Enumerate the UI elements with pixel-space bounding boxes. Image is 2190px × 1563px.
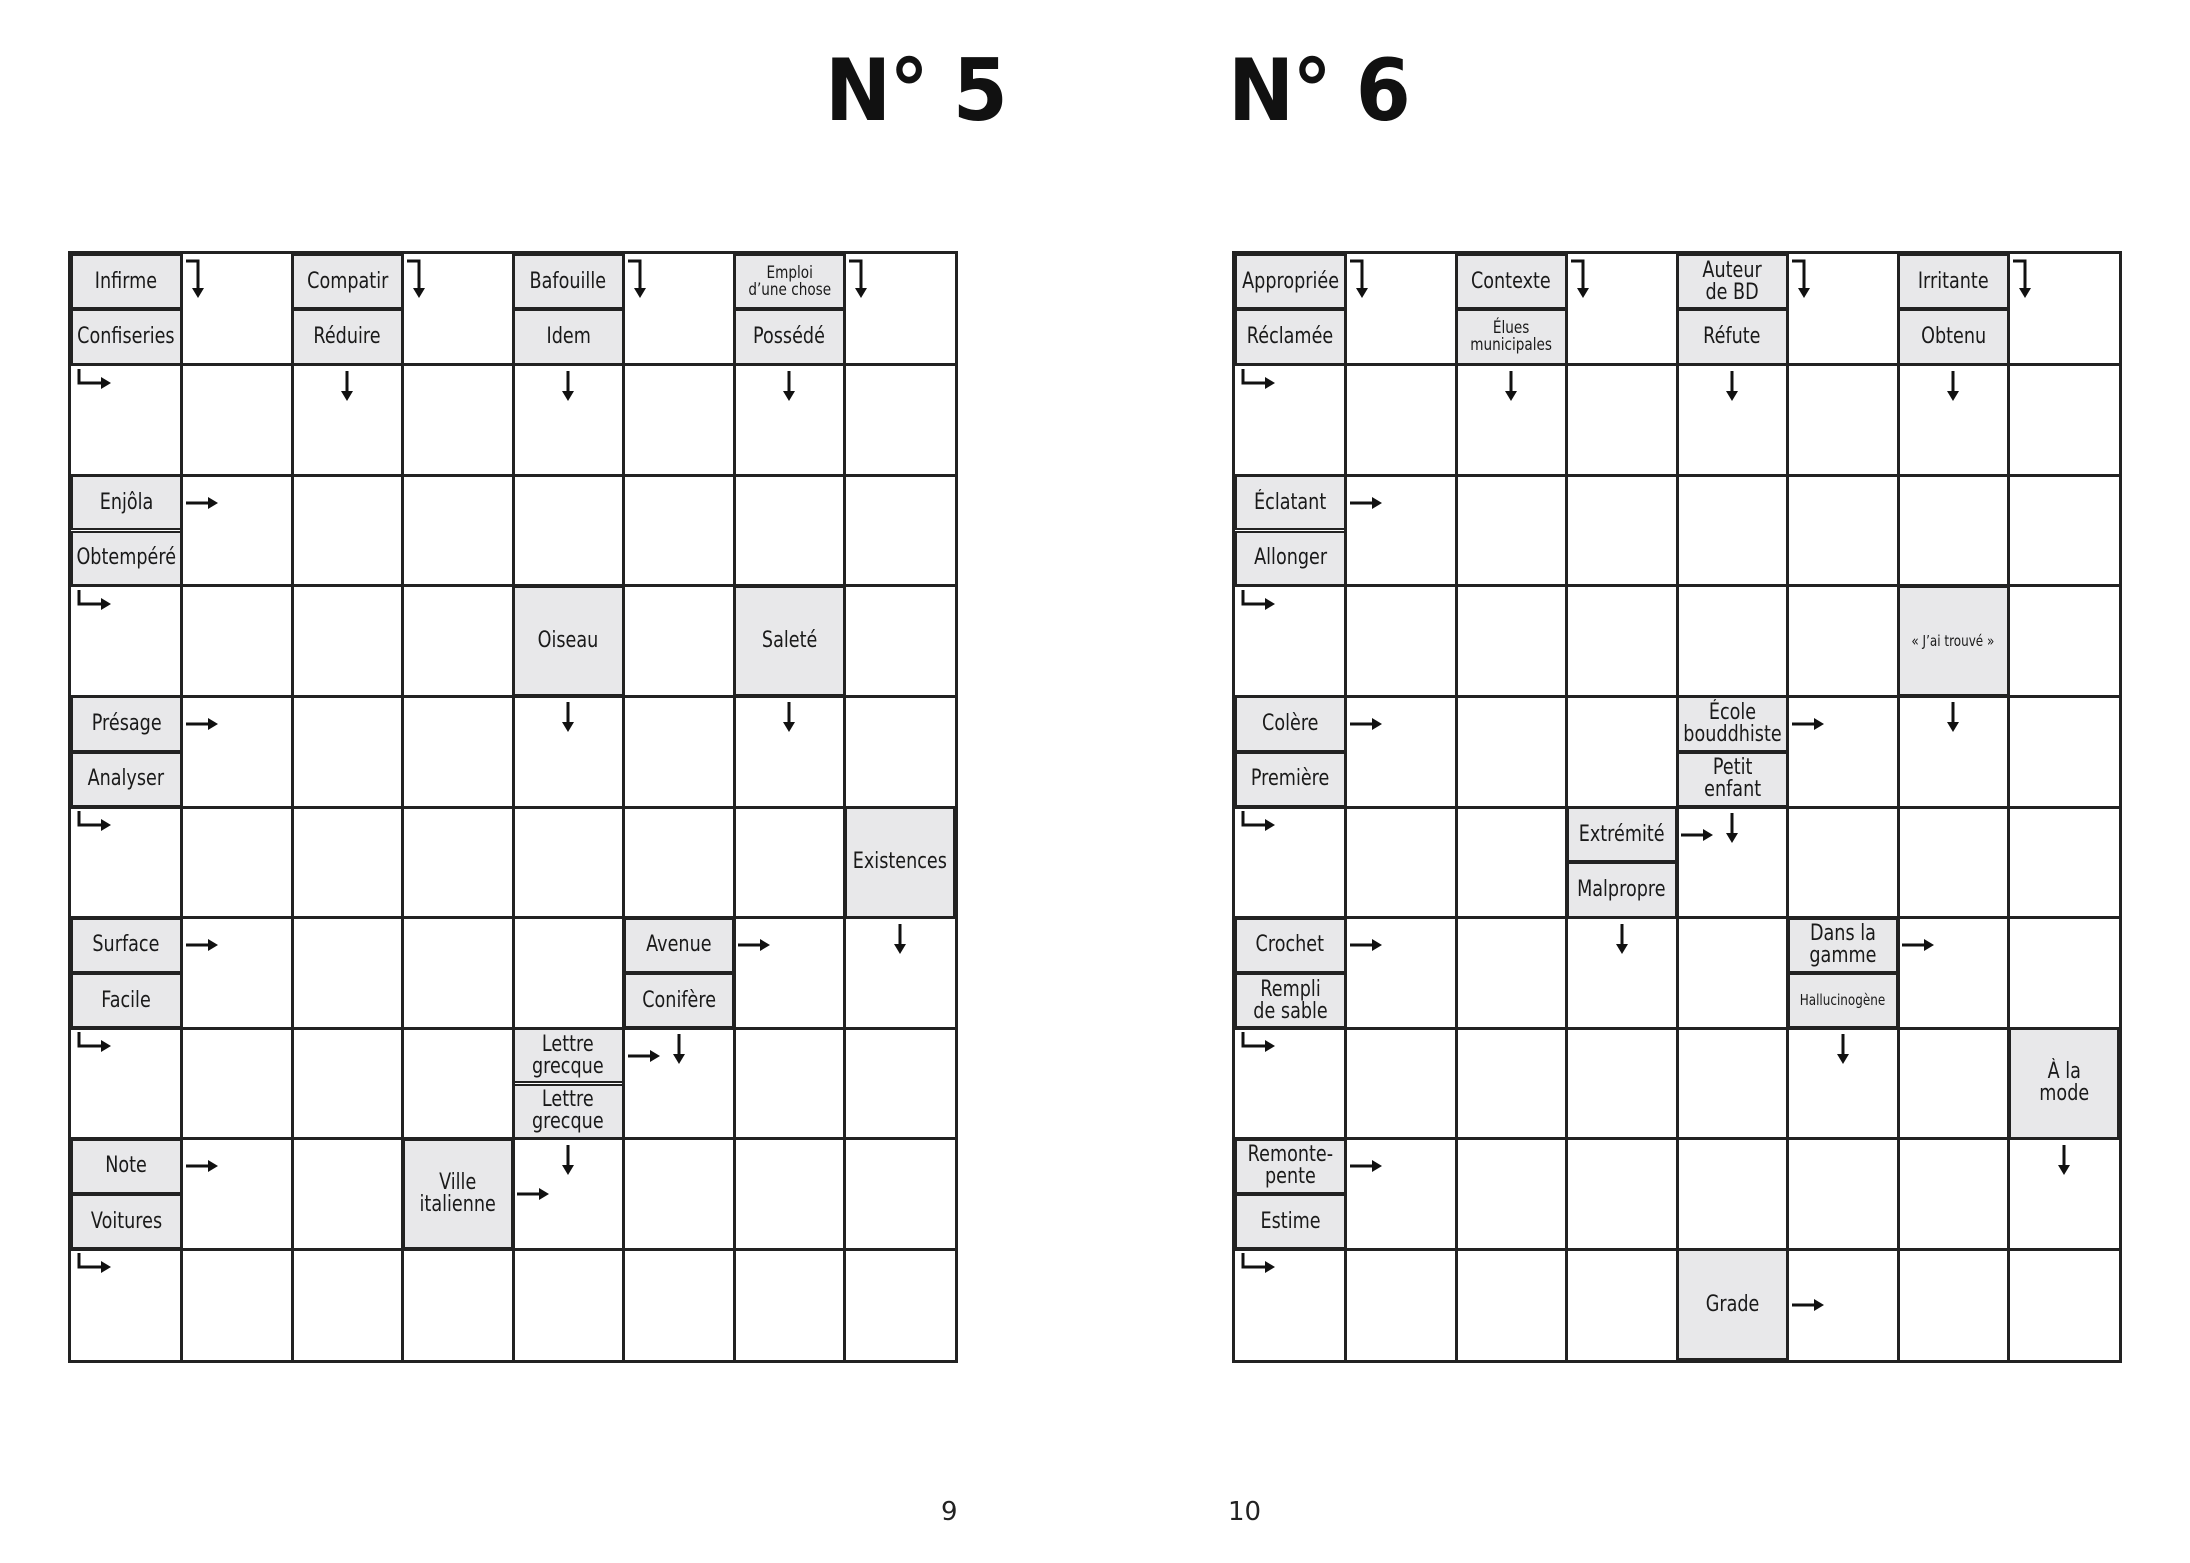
arrow-icon: [1503, 369, 1519, 403]
answer-cell[interactable]: [736, 477, 843, 584]
answer-cell[interactable]: [1900, 1141, 2007, 1248]
arrow-icon: [1348, 258, 1374, 302]
answer-cell[interactable]: [294, 1141, 401, 1248]
clue-elues-municipales: Élues municipales: [1456, 309, 1567, 364]
clue-surface: Surface: [71, 918, 182, 973]
arrow-icon: [184, 258, 210, 302]
answer-cell[interactable]: [1348, 588, 1455, 695]
answer-cell[interactable]: [736, 809, 843, 916]
page-number-left: 9: [941, 1497, 958, 1527]
clue-note: Note: [71, 1139, 182, 1194]
answer-cell[interactable]: [626, 477, 733, 584]
clue-confiseries: Confiseries: [71, 309, 182, 364]
answer-cell[interactable]: [184, 920, 291, 1027]
clue-malpropre: Malpropre: [1567, 862, 1678, 917]
answer-cell[interactable]: [1900, 809, 2007, 916]
arrow-icon: [626, 1048, 662, 1064]
answer-cell[interactable]: [1569, 698, 1676, 805]
clue-eclatant: Éclatant: [1235, 475, 1346, 530]
arrow-icon: [1569, 258, 1595, 302]
arrow-icon: [1239, 588, 1279, 614]
answer-cell[interactable]: [1458, 588, 1565, 695]
answer-cell[interactable]: [2011, 920, 2118, 1027]
answer-cell[interactable]: [294, 477, 401, 584]
answer-cell[interactable]: [1348, 920, 1455, 1027]
clue-estime: Estime: [1235, 1194, 1346, 1249]
answer-cell[interactable]: [1348, 1141, 1455, 1248]
arrow-icon: [781, 369, 797, 403]
arrow-icon: [184, 716, 220, 732]
arrow-icon: [892, 922, 908, 956]
clue-crochet: Crochet: [1235, 918, 1346, 973]
answer-cell[interactable]: [2011, 588, 2118, 695]
answer-cell[interactable]: [1569, 1030, 1676, 1137]
answer-cell[interactable]: [1679, 477, 1786, 584]
answer-cell[interactable]: [405, 367, 512, 474]
answer-cell[interactable]: [2011, 1251, 2118, 1358]
arrow-icon: [184, 937, 220, 953]
arrow-icon: [515, 1186, 551, 1202]
answer-cell[interactable]: [1348, 1030, 1455, 1137]
answer-cell[interactable]: [1900, 920, 2007, 1027]
answer-cell[interactable]: [847, 698, 954, 805]
answer-cell[interactable]: [1348, 477, 1455, 584]
arrow-icon: [405, 258, 431, 302]
arrow-icon: [1724, 369, 1740, 403]
answer-cell[interactable]: [847, 588, 954, 695]
answer-cell[interactable]: [1569, 477, 1676, 584]
answer-cell[interactable]: [847, 477, 954, 584]
answer-cell[interactable]: [405, 809, 512, 916]
answer-cell[interactable]: [294, 920, 401, 1027]
answer-cell[interactable]: [2011, 367, 2118, 474]
answer-cell[interactable]: [515, 1251, 622, 1358]
answer-cell[interactable]: [1790, 588, 1897, 695]
answer-cell[interactable]: [405, 477, 512, 584]
answer-cell[interactable]: [184, 1251, 291, 1358]
clue-oiseau: Oiseau: [513, 586, 624, 697]
clue-emploi-d-une-chose: Emploi d’une chose: [734, 254, 845, 309]
clue-idem: Idem: [513, 309, 624, 364]
answer-cell[interactable]: [184, 1141, 291, 1248]
arrow-icon: [1679, 827, 1715, 843]
arrow-icon: [626, 258, 652, 302]
arrow-icon: [1900, 937, 1936, 953]
arrow-icon: [1790, 258, 1816, 302]
arrow-icon: [1790, 1297, 1826, 1313]
clue-obtempere: Obtempéré: [71, 531, 182, 586]
arrow-icon: [184, 495, 220, 511]
arrow-icon: [75, 1251, 115, 1277]
clue-a-la-mode: À la mode: [2009, 1028, 2120, 1139]
answer-cell[interactable]: [736, 1251, 843, 1358]
answer-cell[interactable]: [405, 1030, 512, 1137]
arrow-icon: [1239, 809, 1279, 835]
clue-obtenu: Obtenu: [1898, 309, 2009, 364]
answer-cell[interactable]: [1569, 367, 1676, 474]
clue-enjola: Enjôla: [71, 475, 182, 530]
answer-cell[interactable]: [626, 1141, 733, 1248]
arrow-icon: [1348, 1158, 1384, 1174]
answer-cell[interactable]: [1679, 1141, 1786, 1248]
clue-conifere: Conifère: [624, 973, 735, 1028]
clue-premiere: Première: [1235, 752, 1346, 807]
answer-cell[interactable]: [405, 588, 512, 695]
answer-cell[interactable]: [1348, 367, 1455, 474]
answer-cell[interactable]: [626, 809, 733, 916]
answer-cell[interactable]: [1458, 698, 1565, 805]
answer-cell[interactable]: [1348, 698, 1455, 805]
answer-cell[interactable]: [1458, 1141, 1565, 1248]
clue-appropriee: Appropriée: [1235, 254, 1346, 309]
clue-irritante: Irritante: [1898, 254, 2009, 309]
answer-cell[interactable]: [847, 1251, 954, 1358]
answer-cell[interactable]: [294, 809, 401, 916]
clue-dans-la-gamme: Dans la gamme: [1788, 918, 1899, 973]
clue-reclamee: Réclamée: [1235, 309, 1346, 364]
answer-cell[interactable]: [1569, 588, 1676, 695]
answer-cell[interactable]: [2011, 698, 2118, 805]
arrow-icon: [75, 367, 115, 393]
clue-avenue: Avenue: [624, 918, 735, 973]
answer-cell[interactable]: [2011, 809, 2118, 916]
clue-rempli-de-sable: Rempli de sable: [1235, 973, 1346, 1028]
page-number-right: 10: [1228, 1497, 1262, 1527]
answer-cell[interactable]: [736, 1141, 843, 1248]
answer-cell[interactable]: [515, 477, 622, 584]
arrow-icon: [1614, 922, 1630, 956]
arrow-icon: [75, 1030, 115, 1056]
answer-cell[interactable]: [1790, 698, 1897, 805]
answer-cell[interactable]: [1458, 1030, 1565, 1137]
answer-cell[interactable]: [1569, 1141, 1676, 1248]
clue-ecole-bouddhiste: École bouddhiste: [1677, 696, 1788, 751]
clue-contexte: Contexte: [1456, 254, 1567, 309]
answer-cell[interactable]: [626, 588, 733, 695]
answer-cell[interactable]: [294, 1030, 401, 1137]
arrow-icon: [1835, 1032, 1851, 1066]
arrow-icon: [847, 258, 873, 302]
arrow-icon: [1239, 1030, 1279, 1056]
answer-cell[interactable]: [1900, 477, 2007, 584]
arrow-icon: [671, 1032, 687, 1066]
arrow-icon: [2056, 1143, 2072, 1177]
arrow-icon: [1239, 1251, 1279, 1277]
clue-reduire: Réduire: [292, 309, 403, 364]
answer-cell[interactable]: [1569, 1251, 1676, 1358]
answer-cell[interactable]: [184, 477, 291, 584]
answer-cell[interactable]: [1900, 1251, 2007, 1358]
arrow-icon: [1724, 811, 1740, 845]
answer-cell[interactable]: [1679, 1030, 1786, 1137]
clue-remonte-pente: Remonte- pente: [1235, 1139, 1346, 1194]
clue-lettre-grecque: Lettre grecque: [513, 1084, 624, 1139]
puzzle-title-6: N° 6: [1228, 41, 1410, 141]
answer-cell[interactable]: [736, 920, 843, 1027]
answer-cell[interactable]: [736, 1030, 843, 1137]
arrow-icon: [560, 1143, 576, 1177]
puzzle-title-5: N° 5: [825, 41, 1007, 141]
arrow-icon: [1348, 937, 1384, 953]
answer-cell[interactable]: [1900, 1030, 2007, 1137]
clue-j-ai-trouve: « J’ai trouvé »: [1898, 586, 2009, 697]
answer-cell[interactable]: [184, 698, 291, 805]
arrow-icon: [560, 369, 576, 403]
answer-cell[interactable]: [515, 920, 622, 1027]
answer-cell[interactable]: [184, 1030, 291, 1137]
crossword-grid-6: [1232, 251, 2122, 1363]
arrow-icon: [736, 937, 772, 953]
answer-cell[interactable]: [847, 367, 954, 474]
clue-ville-italienne: Ville italienne: [403, 1139, 514, 1250]
arrow-icon: [1348, 495, 1384, 511]
arrow-icon: [781, 700, 797, 734]
arrow-icon: [184, 1158, 220, 1174]
answer-cell[interactable]: [847, 1141, 954, 1248]
answer-cell[interactable]: [1679, 588, 1786, 695]
clue-grade: Grade: [1677, 1249, 1788, 1360]
crossword-grid-5: [68, 251, 958, 1363]
answer-cell[interactable]: [184, 367, 291, 474]
arrow-icon: [2011, 258, 2037, 302]
answer-cell[interactable]: [515, 809, 622, 916]
answer-cell[interactable]: [405, 698, 512, 805]
answer-cell[interactable]: [294, 1251, 401, 1358]
clue-possede: Possédé: [734, 309, 845, 364]
clue-refute: Réfute: [1677, 309, 1788, 364]
answer-cell[interactable]: [405, 920, 512, 1027]
clue-petit-enfant: Petit enfant: [1677, 752, 1788, 807]
answer-cell[interactable]: [626, 698, 733, 805]
clue-analyser: Analyser: [71, 752, 182, 807]
answer-cell[interactable]: [294, 588, 401, 695]
clue-allonger: Allonger: [1235, 531, 1346, 586]
arrow-icon: [75, 809, 115, 835]
answer-cell[interactable]: [184, 588, 291, 695]
arrow-icon: [1239, 367, 1279, 393]
answer-cell[interactable]: [1348, 809, 1455, 916]
arrow-icon: [1790, 716, 1826, 732]
arrow-icon: [75, 588, 115, 614]
arrow-icon: [1348, 716, 1384, 732]
clue-presage: Présage: [71, 696, 182, 751]
answer-cell[interactable]: [626, 367, 733, 474]
answer-cell[interactable]: [847, 1030, 954, 1137]
clue-bafouille: Bafouille: [513, 254, 624, 309]
answer-cell[interactable]: [1790, 1141, 1897, 1248]
answer-cell[interactable]: [1458, 809, 1565, 916]
answer-cell[interactable]: [294, 698, 401, 805]
clue-voitures: Voitures: [71, 1194, 182, 1249]
arrow-icon: [1945, 369, 1961, 403]
clue-compatir: Compatir: [292, 254, 403, 309]
clue-lettre-grecque: Lettre grecque: [513, 1028, 624, 1083]
clue-existences: Existences: [845, 807, 956, 918]
answer-cell[interactable]: [184, 809, 291, 916]
answer-cell[interactable]: [1679, 920, 1786, 1027]
arrow-icon: [339, 369, 355, 403]
clue-infirme: Infirme: [71, 254, 182, 309]
clue-auteur-de-bd: Auteur de BD: [1677, 254, 1788, 309]
clue-hallucinogene: Hallucinogène: [1788, 973, 1899, 1028]
answer-cell[interactable]: [1458, 920, 1565, 1027]
answer-cell[interactable]: [1458, 1251, 1565, 1358]
answer-cell[interactable]: [626, 1251, 733, 1358]
answer-cell[interactable]: [2011, 477, 2118, 584]
clue-salete: Saleté: [734, 586, 845, 697]
clue-colere: Colère: [1235, 696, 1346, 751]
arrow-icon: [560, 700, 576, 734]
clue-facile: Facile: [71, 973, 182, 1028]
answer-cell[interactable]: [1348, 1251, 1455, 1358]
answer-cell[interactable]: [1790, 367, 1897, 474]
answer-cell[interactable]: [1458, 477, 1565, 584]
arrow-icon: [1945, 700, 1961, 734]
answer-cell[interactable]: [405, 1251, 512, 1358]
answer-cell[interactable]: [1790, 477, 1897, 584]
answer-cell[interactable]: [1790, 809, 1897, 916]
clue-extremite: Extrémité: [1567, 807, 1678, 862]
